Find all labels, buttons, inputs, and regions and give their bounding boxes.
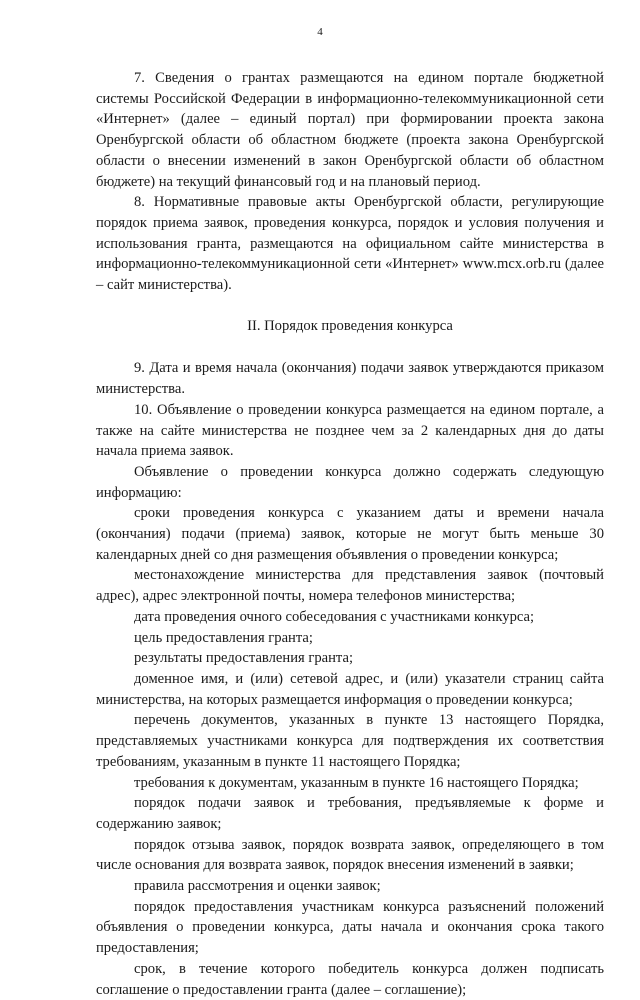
paragraph-7: 7. Сведения о грантах размещаются на едином портале бюджетной системы Российской Федерации в информационно-телекоммуникационной сети «Интернет» (далее – единый портал) при формировании проекта закона Оренбургской области об областном бюджете (проекта закона Оренбургской области о внесении изменений в закон Оренбургской области об областном бюджете) на текущий финансовый год и на плановый период. <box>96 70 604 190</box>
list-item: сроки проведения конкурса с указанием даты и времени начала (окончания) подачи (приема) заявок, которые не могут быть меньше 30 календарных дней со дня размещения объявления о проведении конкурса; <box>96 505 604 563</box>
list-item: перечень документов, указанных в пункте 13 настоящего Порядка, представляемых участниками конкурса для подтверждения их соответствия требованиям, указанным в пункте 11 настоящего Порядка; <box>96 712 604 770</box>
list-item: порядок отзыва заявок, порядок возврата заявок, определяющего в том числе основания для возврата заявок, порядок внесения изменений в заявки; <box>96 836 604 874</box>
list-item: порядок подачи заявок и требования, предъявляемые к форме и содержанию заявок; <box>96 795 604 832</box>
paragraphs-main <box>96 358 604 1000</box>
page-number: 4 <box>317 26 323 38</box>
list-item: требования к документам, указанным в пункте 16 настоящего Порядка; <box>134 774 579 791</box>
paragraph-9: 9. Дата и время начала (окончания) подачи заявок утверждаются приказом министерства. <box>96 360 604 398</box>
paragraph-10: 10. Объявление о проведении конкурса размещается на едином портале, а также на сайте министерства не позднее чем за 2 календарных дня до даты начала приема заявок. <box>96 401 604 460</box>
paragraph-8: 8. Нормативные правовые акты Оренбургской области, регулирующие порядок приема заявок, проведения конкурса, порядок и условия получения и использования гранта, размещаются на официальном сайте министерства в информационно-телекоммуникационной сети «Интернет» www.mcx.orb.ru (далее – сайт министерства). <box>96 194 604 294</box>
list-item: местонахождение министерства для представления заявок (почтовый адрес), адрес электронной почты, номера телефонов министерства; <box>96 567 604 605</box>
list-item: срок, в течение которого победитель конкурса должен подписать соглашение о предоставлении гранта (далее – соглашение); <box>96 960 604 998</box>
paragraphs-top <box>96 68 604 296</box>
list-item: цель предоставления гранта; <box>134 629 313 646</box>
section-heading: II. Порядок проведения конкурса <box>247 317 453 334</box>
list-item: дата проведения очного собеседования с участниками конкурса; <box>134 608 535 625</box>
list-item: результаты предоставления гранта; <box>134 650 354 667</box>
list-item: порядок предоставления участникам конкурса разъяснений положений объявления о проведении конкурса, даты начала и окончания срока такого предоставления; <box>96 898 604 957</box>
announcement-intro: Объявление о проведении конкурса должно содержать следующую информацию: <box>96 463 604 501</box>
list-item: правила рассмотрения и оценки заявок; <box>134 878 381 895</box>
list-item: доменное имя, и (или) сетевой адрес, и (или) указатели страниц сайта министерства, на которых размещается информация о проведении конкурса; <box>96 670 604 708</box>
document-body <box>96 68 604 1000</box>
